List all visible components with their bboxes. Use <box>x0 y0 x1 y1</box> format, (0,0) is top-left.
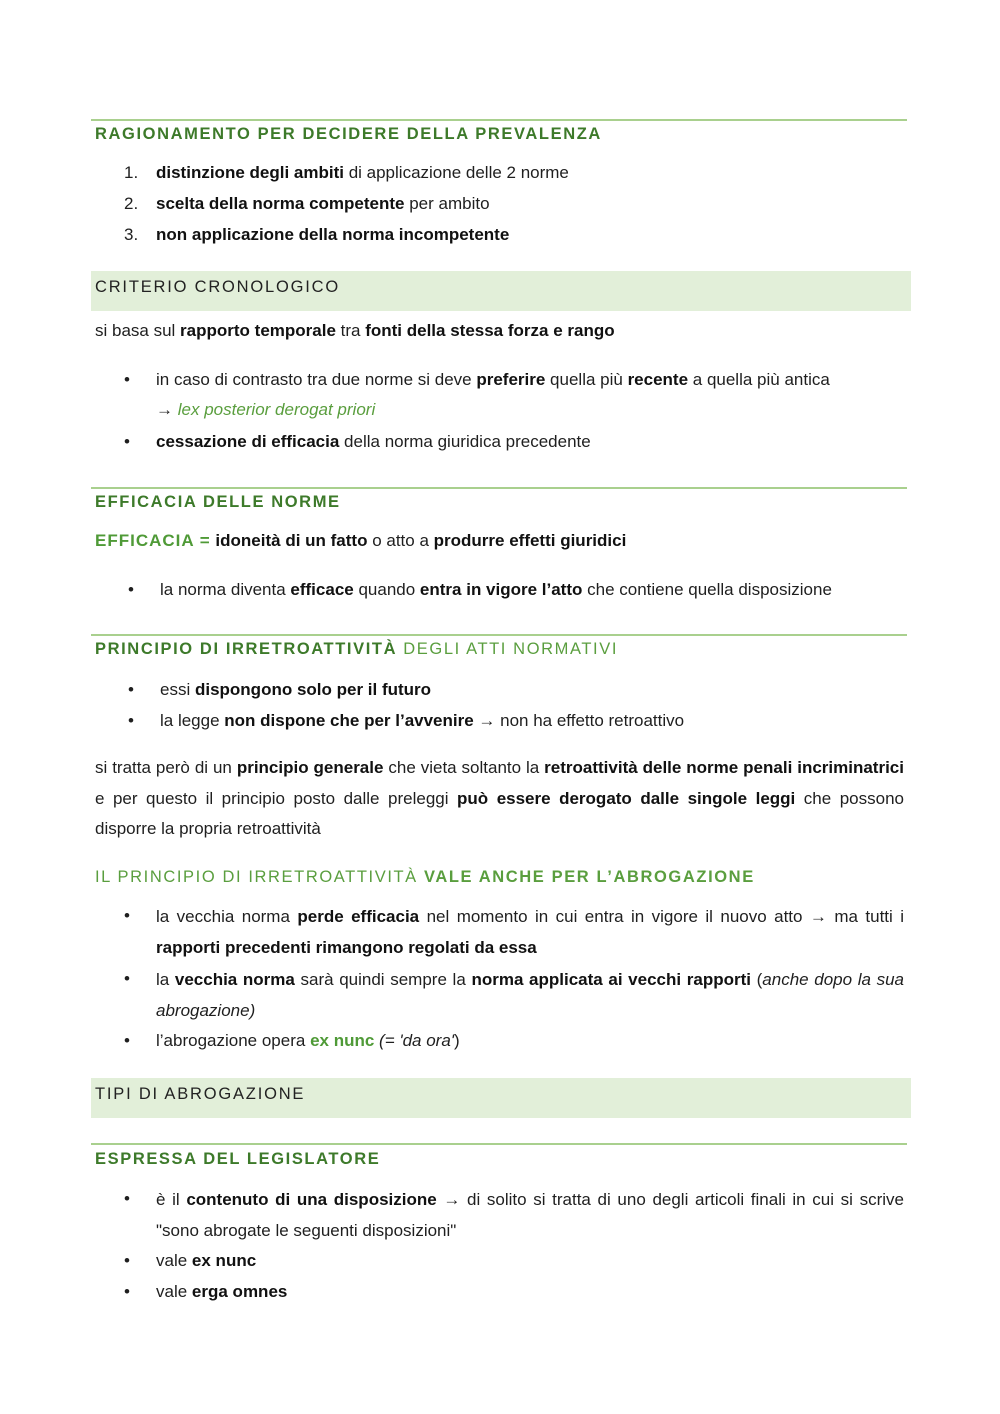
list-item: scelta della norma competente per ambito <box>156 194 490 213</box>
divider <box>91 119 907 121</box>
section-band-criterio-cronologico: CRITERIO CRONOLOGICO <box>91 271 911 311</box>
bullet-item-continuation: → lex posterior derogat priori <box>156 400 376 419</box>
bullet-item: in caso di contrasto tra due norme si deve preferire quella più recente a quella più antica <box>156 370 830 389</box>
bullet-icon: • <box>128 580 134 599</box>
bullet-item: la vecchia norma sarà quindi sempre la norma applicata ai vecchi rapporti (anche dopo la sua abrogazione) <box>156 970 904 1020</box>
list-item: distinzione degli ambiti di applicazione delle 2 norme <box>156 163 569 182</box>
definition-line: EFFICACIA = idoneità di un fatto o atto a produrre effetti giuridici <box>95 531 627 550</box>
list-item: non applicazione della norma incompetente <box>156 225 510 244</box>
divider <box>91 1143 907 1145</box>
heading-abrogazione: IL PRINCIPIO DI IRRETROATTIVITÀ VALE ANCHE PER L’ABROGAZIONE <box>95 868 755 886</box>
bullet-icon: • <box>128 711 134 730</box>
bullet-icon: • <box>124 370 130 389</box>
bullet-icon: • <box>124 432 130 451</box>
bullet-item: essi dispongono solo per il futuro <box>160 680 432 699</box>
bullet-icon: • <box>124 1282 130 1301</box>
bullet-icon: • <box>124 906 130 925</box>
divider <box>91 634 907 636</box>
bullet-icon: • <box>128 680 134 699</box>
bullet-icon: • <box>124 969 130 988</box>
divider <box>91 487 907 489</box>
bullet-icon: • <box>124 1189 130 1208</box>
bullet-icon: • <box>124 1031 130 1050</box>
bullet-item: vale erga omnes <box>156 1282 288 1301</box>
intro-paragraph: si basa sul rapporto temporale tra fonti della stessa forza e rango <box>95 321 615 340</box>
list-number: 1. <box>124 163 139 182</box>
paragraph-principio-generale: si tratta però di un principio generale che vieta soltanto la retroattività delle norme penali incriminatrici e per questo il principio posto dalle preleggi può essere derogato dalle singole leggi che possono disporre la propria retroattività <box>95 758 904 838</box>
bullet-item: cessazione di efficacia della norma giuridica precedente <box>156 432 591 451</box>
bullet-icon: • <box>124 1251 130 1270</box>
bullet-item: la vecchia norma perde efficacia nel momento in cui entra in vigore il nuovo atto → ma tutti i rapporti precedenti rimangono regolati da essa <box>156 907 904 957</box>
heading-efficacia: EFFICACIA DELLE NORME <box>95 493 341 511</box>
heading-irretroattivita: PRINCIPIO DI IRRETROATTIVITÀ DEGLI ATTI NORMATIVI <box>95 640 619 658</box>
bullet-item: vale ex nunc <box>156 1251 257 1270</box>
section-band-tipi-abrogazione: TIPI DI ABROGAZIONE <box>91 1078 911 1118</box>
heading-espressa: ESPRESSA DEL LEGISLATORE <box>95 1150 381 1168</box>
list-number: 2. <box>124 194 139 213</box>
list-number: 3. <box>124 225 139 244</box>
heading-prevalenza: RAGIONAMENTO PER DECIDERE DELLA PREVALENZA <box>95 125 602 143</box>
bullet-item: la norma diventa efficace quando entra in vigore l’atto che contiene quella disposizione <box>160 580 832 599</box>
bullet-item: è il contenuto di una disposizione → di solito si tratta di uno degli articoli finali in cui si scrive "sono abrogate le seguenti disposizioni" <box>156 1190 904 1240</box>
bullet-item: l’abrogazione opera ex nunc (= 'da ora') <box>156 1031 460 1050</box>
bullet-item: la legge non dispone che per l’avvenire → non ha effetto retroattivo <box>160 711 685 730</box>
